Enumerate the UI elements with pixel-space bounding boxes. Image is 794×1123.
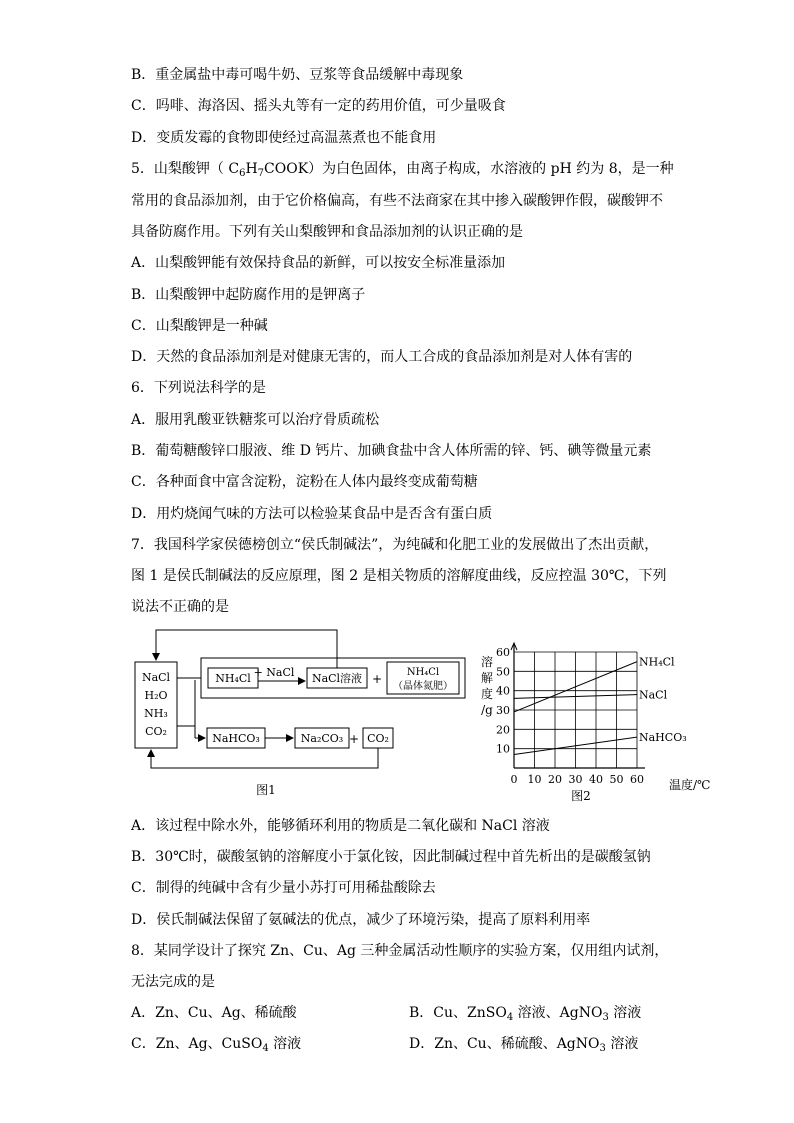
text-line-q6d: D．用灼烧闻气味的方法可以检验某食品中是否含有蛋白质 (131, 506, 493, 522)
x-tick-label-50: 50 (609, 773, 624, 786)
chart-series (514, 656, 687, 755)
y-tick-labels (496, 646, 510, 756)
y-tick-label-50: 50 (496, 665, 510, 679)
nh4cl-product-note: （晶体氮肥） (393, 681, 453, 692)
reactant-nh3: NH₃ (144, 707, 168, 720)
series-label-1: NaCl (639, 688, 668, 702)
plus-nacl-label: + NaCl (253, 666, 295, 679)
x-axis-label: 温度/℃ (669, 778, 711, 792)
option-q8d: D．Zn、Cu、稀硫酸、AgNO$_3$ 溶液 (409, 1036, 639, 1054)
figure2-chart (481, 643, 710, 803)
text-line-q5a: A．山梨酸钾能有效保持食品的新鲜，可以按安全标准量添加 (131, 255, 506, 271)
plus-sign: + (348, 732, 360, 746)
text-line-q7-1: 7．我国科学家侯德榜创立“侯氏制碱法”，为纯碱和化肥工业的发展做出了杰出贡献， (131, 537, 659, 553)
text-line-q5d: D．天然的食品添加剂是对健康无害的，而人工合成的食品添加剂是对人体有害的 (131, 349, 633, 365)
figure1-diagram (135, 630, 465, 797)
chart-grid (511, 643, 645, 768)
figure2-caption: 图2 (571, 789, 591, 803)
nacl-solution-label: NaCl溶液 (311, 672, 363, 685)
option-q8b: B．Cu、ZnSO$_4$ 溶液、AgNO$_3$ 溶液 (409, 1005, 642, 1023)
text-line-q5-3: 具备防腐作用。下列有关山梨酸钾和食品添加剂的认识正确的是 (131, 224, 523, 240)
x-tick-label-40: 40 (589, 773, 603, 786)
recycle-arrow-co2 (151, 748, 378, 768)
x-tick-label-30: 30 (568, 773, 583, 786)
text-line-q7-2: 图 1 是侯氏制碱法的反应原理，图 2 是相关物质的溶解度曲线，反应控温 30℃，下列 (131, 568, 667, 584)
y-tick-label-30: 30 (496, 704, 510, 717)
reactant-h2o: H₂O (144, 689, 168, 702)
text-line-q5b: B．山梨酸钾中起防腐作用的是钾离子 (131, 287, 366, 303)
reactant-nacl: NaCl (141, 671, 171, 684)
nh4cl-label: NH₄Cl (215, 672, 251, 685)
series-label-0: NH₄Cl (639, 655, 675, 669)
series-label-2: NaHCO₃ (639, 731, 687, 745)
text-line-q6b: B．葡萄糖酸锌口服液、维 D 钙片、加碘食盐中含人体所需的锌、钙、碘等微量元素 (131, 443, 652, 459)
y-axis-label (481, 654, 493, 717)
text-line-q4b: B．重金属盐中毒可喝牛奶、豆浆等食品缓解中毒现象 (131, 67, 464, 83)
text-line-q4d: D．变质发霉的食物即使经过高温蒸煮也不能食用 (131, 130, 437, 146)
y-tick-label-40: 40 (496, 684, 510, 698)
text-line-q7b: B．30℃时，碳酸氢钠的溶解度小于氯化铵，因此制碱过程中首先析出的是碳酸氢钠 (131, 849, 651, 865)
figure-block (131, 626, 711, 806)
recycle-arrow-nacl (156, 630, 337, 668)
y-axis-label-char: /g (481, 703, 493, 717)
x-tick-labels (511, 773, 645, 786)
y-axis-label-char: 溶 (480, 655, 494, 669)
nh4cl-product-label: NH₄Cl (406, 667, 440, 678)
y-tick-label-20: 20 (496, 723, 510, 737)
x-tick-label-60: 60 (630, 773, 644, 786)
y-axis-label-char: 度 (480, 687, 494, 701)
text-line-q4c: C．吗啡、海洛因、摇头丸等有一定的药用价值，可少量吸食 (131, 98, 506, 114)
text-line-q6a: A．服用乳酸亚铁糖浆可以治疗骨质疏松 (131, 412, 380, 428)
text-line-q7d: D．侯氏制碱法保留了氨碱法的优点，减少了环境污染，提高了原料利用率 (131, 912, 591, 928)
x-tick-label-10: 10 (527, 773, 542, 786)
y-tick-label-10: 10 (496, 742, 510, 756)
figure-svg (131, 626, 711, 806)
text-line-q5-2: 常用的食品添加剂，由于它价格偏高，有些不法商家在其中掺入碳酸钾作假，碳酸钾不 (131, 193, 663, 209)
option-q8a: A．Zn、Cu、Ag、稀硫酸 (131, 1005, 297, 1021)
text-line-q8-2: 无法完成的是 (131, 974, 215, 990)
option-q8c: C．Zn、Ag、CuSO$_4$ 溶液 (131, 1036, 302, 1054)
reactant-co2: CO₂ (145, 725, 167, 738)
y-axis-label-char: 解 (480, 671, 494, 685)
text-line-q5-1: 5．山梨酸钾（ $C_6H_7COOK$）为白色固体，由离子构成，水溶液的 pH 约为 8，是一种 (131, 161, 674, 179)
text-line-q5c: C．山梨酸钾是一种碱 (131, 318, 268, 334)
figure1-caption: 图1 (256, 783, 276, 797)
text-line-q7a: A．该过程中除水外，能够循环利用的物质是二氧化碳和 NaCl 溶液 (131, 818, 550, 834)
text-line-q6: 6．下列说法科学的是 (131, 380, 266, 396)
text-line-q7c: C．制得的纯碱中含有少量小苏打可用稀盐酸除去 (131, 880, 436, 896)
text-line-q6c: C．各种面食中富含淀粉，淀粉在人体内最终变成葡萄糖 (131, 474, 478, 490)
nahco3-label: NaHCO₃ (212, 732, 260, 745)
co2-label: CO₂ (367, 732, 389, 745)
y-tick-label-60: 60 (496, 646, 510, 659)
plus-sign: + (371, 672, 383, 686)
x-tick-label-0: 0 (510, 773, 518, 786)
na2co3-label: Na₂CO₃ (300, 732, 344, 745)
text-line-q8-1: 8．某同学设计了探究 Zn、Cu、Ag 三种金属活动性顺序的实验方案，仅用组内试剂， (131, 943, 669, 959)
x-tick-label-20: 20 (548, 773, 562, 786)
text-line-q7-3: 说法不正确的是 (131, 599, 229, 615)
